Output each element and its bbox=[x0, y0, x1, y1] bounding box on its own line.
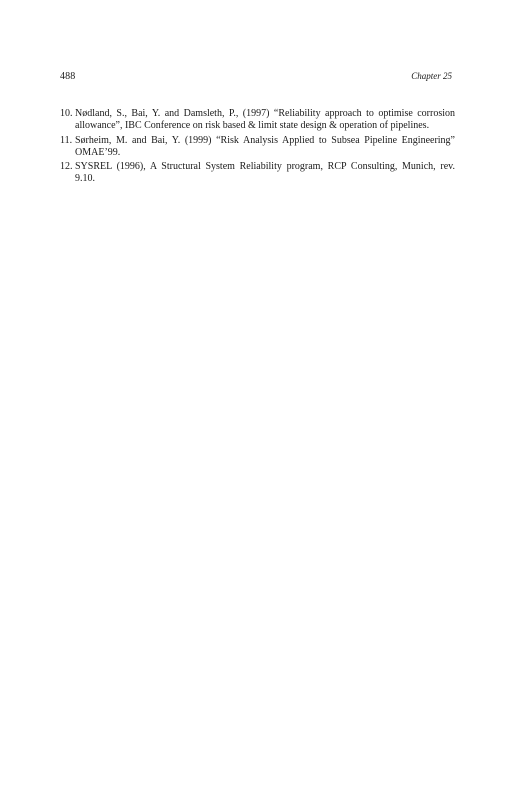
reference-item bbox=[60, 161, 455, 186]
page-header bbox=[60, 71, 452, 85]
reference-number: 11. bbox=[60, 134, 73, 146]
reference-item bbox=[60, 135, 455, 160]
reference-text: Sørheim, M. and Bai, Y. (1999) “Risk Analysis Applied to Subsea Pipeline Engineering” OMAE’99. bbox=[75, 134, 455, 158]
reference-text: SYSREL (1996), A Structural System Reliability program, RCP Consulting, Munich, rev. 9.10. bbox=[75, 161, 455, 185]
reference-number: 10. bbox=[60, 108, 73, 119]
reference-list bbox=[60, 108, 455, 188]
page-number: 488 bbox=[60, 71, 76, 82]
reference-text: Nødland, S., Bai, Y. and Damsleth, P., (1997) “Reliability approach to optimise corrosion allowance”, IBC Conference on risk based & limit state design & operation of pipelines. bbox=[75, 108, 455, 132]
reference-item bbox=[60, 108, 455, 133]
chapter-label: Chapter 25 bbox=[411, 71, 452, 81]
reference-number: 12. bbox=[60, 161, 73, 173]
